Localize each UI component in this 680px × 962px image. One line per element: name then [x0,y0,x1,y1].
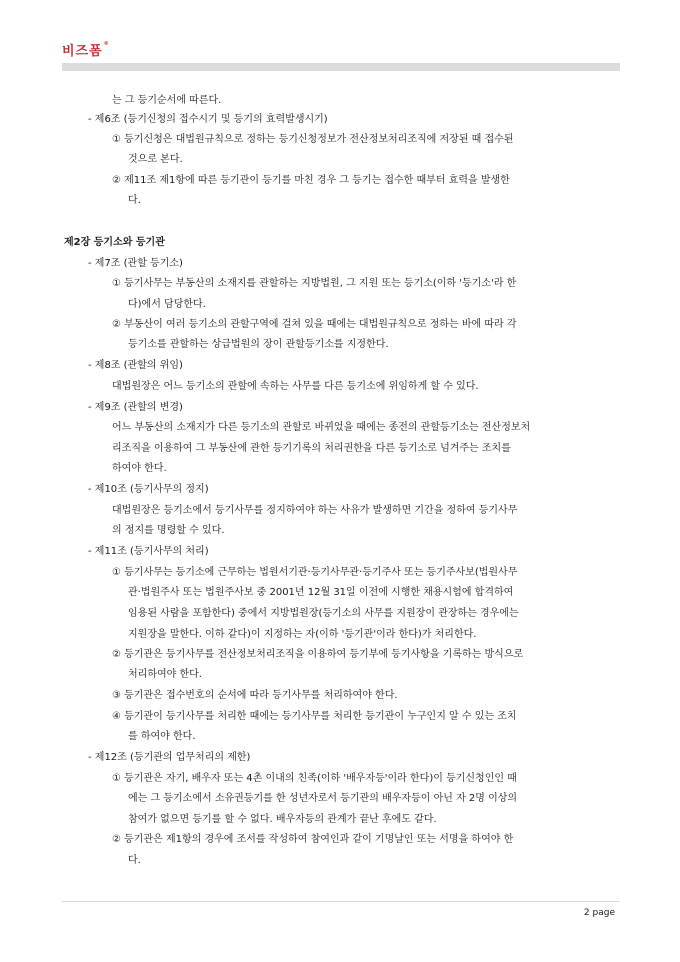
bizform-logo [62,40,110,59]
text-line: 임용된 사람을 포함한다) 중에서 지방법원장(등기소의 사무를 지원장이 관장하는 경우에는 [128,608,519,619]
text-line: 처리하여야 한다. [128,669,202,680]
text-line: 다. [128,195,141,206]
logo-text: 비즈폼 [62,44,103,59]
text-line: 의 정지를 명령할 수 있다. [112,525,225,536]
text-line: 대법원장은 등기소에서 등기사무를 정지하여야 하는 사유가 발생하면 기간을 정하여 등기사무 [112,505,518,516]
text-line: ② 등기관은 등기사무를 전산정보처리조직을 이용하여 등기부에 등기사항을 기록하는 방식으로 [112,649,524,660]
text-line: ② 등기관은 제1항의 경우에 조서를 작성하여 참여인과 같이 기명날인 또는 서명을 하여야 한 [112,834,514,845]
text-line: 참여가 없으면 등기를 할 수 없다. 배우자등의 관계가 끝난 후에도 같다. [128,814,437,825]
text-line: 지원장을 말한다. 이하 같다)이 지정하는 자(이하 '등기관'이라 한다)가 처리한다. [128,629,477,640]
text-line: 리조직을 이용하여 그 부동산에 관한 등기기록의 처리권한을 다른 등기소로 넘겨주는 조치를 [112,443,511,454]
text-line: - 제10조 (등기사무의 정지) [88,484,209,495]
text-line: ① 등기사무는 등기소에 근무하는 법원서기관·등기사무관·등기주사 또는 등기주사보(법원사무 [112,567,518,578]
text-line: ② 제11조 제1항에 따른 등기관이 등기를 마친 경우 그 등기는 접수한 때부터 효력을 발생한 [112,175,510,186]
text-line: ② 부동산이 여러 등기소의 관할구역에 걸쳐 있을 때에는 대법원규칙으로 정하는 바에 따라 각 [112,319,517,330]
chapter-heading: 제2장 등기소와 등기관 [64,237,165,248]
page-number: 2 page [583,908,615,918]
text-line: 것으로 본다. [128,154,183,165]
text-line: 를 하여야 한다. [128,731,196,742]
text-line: ③ 등기관은 접수번호의 순서에 따라 등기사무를 처리하여야 한다. [112,690,398,701]
header-bar [62,63,620,71]
text-line: 어느 부동산의 소재지가 다른 등기소의 관할로 바뀌었을 때에는 종전의 관할등기소는 전산정보처 [112,422,531,433]
text-line: 하여야 한다. [112,463,167,474]
text-line: - 제6조 (등기신청의 접수시기 및 등기의 효력발생시기) [88,114,328,125]
text-line: ① 등기신청은 대법원규칙으로 정하는 등기신청정보가 전산정보처리조직에 저장된 때 접수된 [112,134,514,145]
text-line: 는 그 등기순서에 따른다. [112,95,222,106]
text-line: 대법원장은 어느 등기소의 관할에 속하는 사무를 다른 등기소에 위임하게 할 수 있다. [112,381,479,392]
text-line: - 제11조 (등기사무의 처리) [88,546,209,557]
text-line: ④ 등기관이 등기사무를 처리한 때에는 등기사무를 처리한 등기관이 누구인지 알 수 있는 조치 [112,711,517,722]
text-line: ① 등기관은 자기, 배우자 또는 4촌 이내의 친족(이하 '배우자등'이라 한다)이 등기신청인인 때 [112,773,517,784]
text-line: 에는 그 등기소에서 소유권등기를 한 성년자로서 등기관의 배우자등이 아닌 자 2명 이상의 [128,793,518,804]
text-line: - 제7조 (관할 등기소) [88,258,183,269]
text-line: - 제8조 (관할의 위임) [88,360,183,371]
text-line: 관·법원주사 또는 법원주사보 중 2001년 12월 31일 이전에 시행한 채용시험에 합격하여 [128,587,514,598]
text-line: - 제9조 (관할의 변경) [88,402,183,413]
text-line: 다)에서 담당한다. [128,299,206,310]
registered-mark: ® [103,41,110,47]
text-line: 다. [128,855,141,866]
text-line: 등기소를 관할하는 상급법원의 장이 관할등기소를 지정한다. [128,339,389,350]
text-line: ① 등기사무는 부동산의 소재지를 관할하는 지방법원, 그 지원 또는 등기소(이하 '등기소'라 한 [112,278,517,289]
footer-divider [62,901,620,902]
text-line: - 제12조 (등기관의 업무처리의 제한) [88,752,251,763]
